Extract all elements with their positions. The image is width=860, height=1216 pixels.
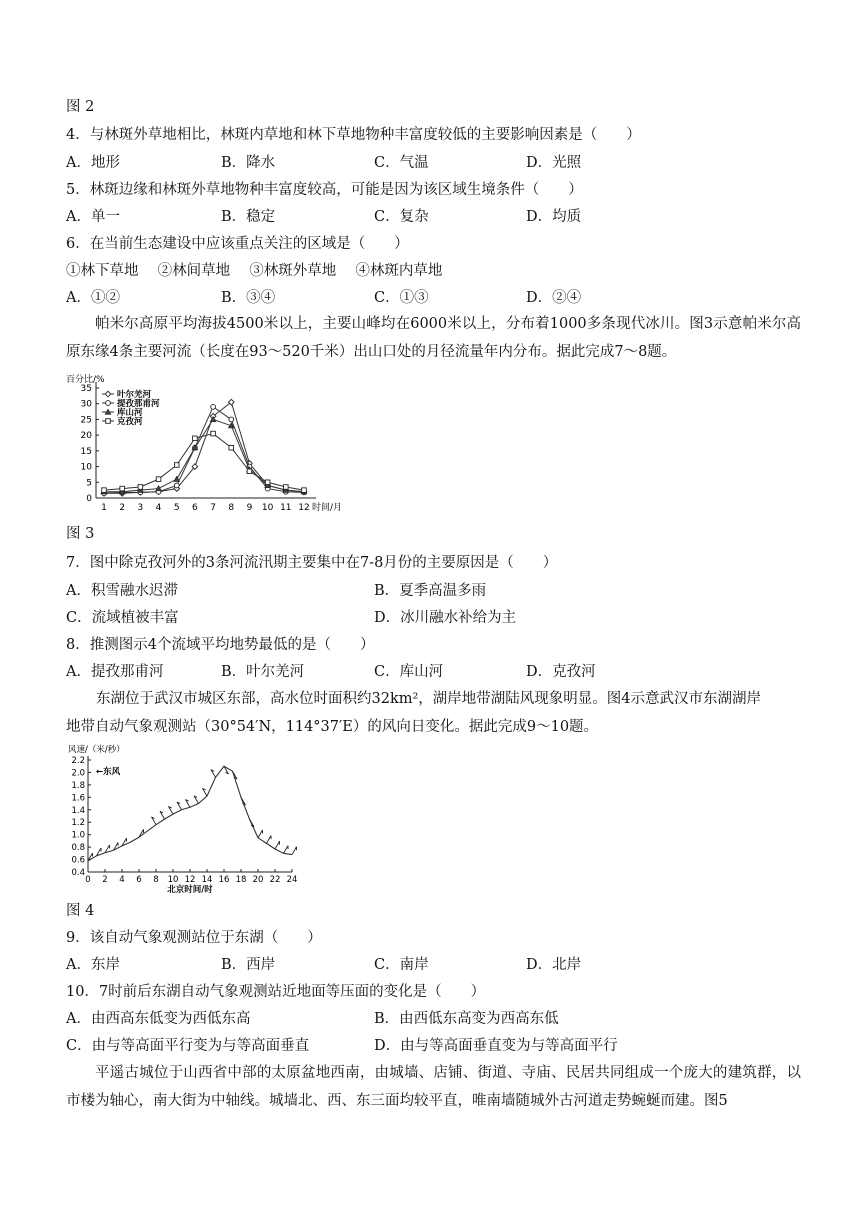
q5-option-c: C．复杂 [374,209,429,225]
y-tick-label: 1.6 [71,793,85,804]
x-tick-label: 24 [286,875,298,885]
x-tick-label: 10 [261,503,274,513]
x-tick-label: 8 [228,503,235,513]
runoff-chart-svg [66,372,366,514]
y-axis-label: 百分比/% [66,375,105,385]
q8-option-d: D．克孜河 [526,664,596,680]
y-tick-label: 20 [80,431,92,442]
y-axis-label: 风速/（米/秒） [68,745,125,755]
q4-option-b: B．降水 [221,155,276,171]
x-tick-label: 2 [102,875,108,885]
wind-arrow-shaft [292,847,297,855]
data-point-series-4 [302,488,307,493]
wind-chart-svg [66,742,306,894]
y-tick-label: 1.4 [71,805,85,816]
question-5-stem: 5．林斑边缘和林斑外草地物种丰富度较高，可能是因为该区域生境条件（ ） [66,182,583,198]
q6-option-d: D．②④ [526,290,582,306]
legend-east-wind: ←东风 [96,767,121,777]
figure-4-label: 图 4 [66,903,95,919]
x-tick-label: 3 [137,503,144,513]
legend-marker [106,401,111,406]
q4-option-a: A．地形 [66,155,120,171]
q8-option-a: A．提孜那甫河 [66,664,164,680]
data-point-series-3 [174,476,180,481]
figure-3-chart [66,372,366,514]
y-tick-label: 1.2 [71,818,85,829]
y-tick-label: 5 [86,478,92,489]
wind-arrow-shaft [267,836,272,844]
x-tick-label: 12 [184,875,196,885]
figure-2-label: 图 2 [66,99,95,115]
y-tick-label: 10 [80,462,92,473]
question-7-stem: 7．图中除克孜河外的3条河流汛期主要集中在7-8月份的主要原因是（ ） [66,555,558,571]
x-tick-label: 9 [246,503,253,513]
q6-option-b: B．③④ [221,290,276,306]
q5-option-d: D．均质 [526,209,582,225]
data-point-series-4 [193,436,198,441]
x-tick-label: 6 [192,503,198,513]
x-tick-label: 5 [173,503,180,513]
y-tick-label: 2.2 [71,756,85,766]
y-tick-label: 0.8 [71,843,85,854]
data-point-series-4 [229,445,234,450]
x-tick-label: 8 [153,875,159,885]
q9-option-a: A．东岸 [66,957,120,973]
q4-option-d: D．光照 [526,155,582,171]
q10-option-d: D．由与等高面垂直变为与等高面平行 [374,1038,618,1054]
data-point-series-2 [174,483,179,488]
q7-option-c: C．流域植被丰富 [66,610,179,626]
passage-pamir: 帕米尔高原平均海拔4500米以上，主要山峰均在6000米以上，分布着1000多条现代冰川。图3示意帕米尔高原东缘4条主要河流（长度在93～520千米）出山口处的月径流量年内分布。据此完成7～8题。 [66,316,801,360]
x-tick-label: 10 [167,875,179,885]
y-tick-label: 25 [80,415,92,426]
y-tick-label: 35 [80,384,92,394]
q7-option-b: B．夏季高温多雨 [374,583,487,599]
figure-3-label: 图 3 [66,526,95,542]
x-axis-label: 时间/月 [312,503,343,513]
data-point-series-4 [247,469,252,474]
question-6-stem: 6．在当前生态建设中应该重点关注的区域是（ ） [66,236,409,252]
y-tick-label: 0.4 [71,868,85,878]
data-point-series-2 [229,417,234,422]
wind-arrow-shaft [275,841,280,849]
data-point-series-4 [138,485,143,490]
y-tick-label: 0.6 [71,855,85,866]
x-tick-label: 6 [136,875,142,885]
q9-option-c: C．南岸 [374,957,429,973]
q6-option-c: C．①③ [374,290,429,306]
x-tick-label: 7 [210,503,216,513]
q5-option-b: B．稳定 [221,209,276,225]
x-tick-label: 18 [235,875,247,885]
question-10-stem: 10．7时前后东湖自动气象观测站近地面等压面的变化是（ ） [66,984,486,1000]
figure-4-chart [66,742,306,894]
data-point-series-4 [156,477,161,482]
q10-option-c: C．由与等高面平行变为与等高面垂直 [66,1038,310,1054]
q8-option-c: C．库山河 [374,664,444,680]
x-tick-label: 4 [119,875,125,885]
question-9-stem: 9．该自动气象观测站位于东湖（ ） [66,930,322,946]
x-tick-label: 16 [218,875,230,885]
q4-option-c: C．气温 [374,155,429,171]
legend-marker [105,391,111,397]
q5-option-a: A．单一 [66,209,120,225]
q9-option-d: D．北岸 [526,957,582,973]
x-tick-label: 14 [201,875,213,885]
question-6-items: ①林下草地 ②林间草地 ③林斑外草地 ④林斑内草地 [66,263,443,279]
q7-option-d: D．冰川融水补给为主 [374,610,517,626]
y-tick-label: 15 [80,446,92,457]
q7-option-a: A．积雪融水迟滞 [66,583,178,599]
q10-option-b: B．由西低东高变为西高东低 [374,1011,559,1027]
legend-label: 提孜那甫河 [117,399,160,409]
series-line-3 [104,419,304,491]
legend-label: 库山河 [117,408,143,418]
y-tick-label: 1.8 [71,780,85,791]
x-tick-label: 2 [119,503,126,513]
wind-speed-line [88,766,292,861]
legend-label: 克孜河 [117,417,143,427]
wind-arrow-shaft [284,846,289,854]
wind-arrow-shaft [258,830,263,838]
x-tick-label: 0 [85,875,91,885]
q6-option-a: A．①② [66,290,120,306]
data-point-series-2 [211,404,216,409]
data-point-series-4 [174,463,179,468]
data-point-series-4 [102,488,107,493]
y-tick-label: 1.0 [71,830,85,841]
q10-option-a: A．由西高东低变为西低东高 [66,1011,251,1027]
question-8-stem: 8．推测图示4个流域平均地势最低的是（ ） [66,637,375,653]
data-point-series-4 [211,431,216,436]
legend-marker [106,419,111,424]
y-tick-label: 0 [86,494,92,504]
x-tick-label: 11 [280,503,292,513]
x-tick-label: 1 [101,503,107,513]
x-tick-label: 22 [269,875,281,885]
x-axis-label: 北京时间/时 [167,885,213,894]
x-tick-label: 4 [155,503,162,513]
x-tick-label: 12 [298,503,310,513]
x-tick-label: 20 [252,875,264,885]
q9-option-b: B．西岸 [221,957,276,973]
data-point-series-4 [120,486,125,491]
legend-label: 叶尔羌河 [117,390,152,400]
passage-donghu-line1: 东湖位于武汉市城区东部，高水位时面积约32km²，湖岸地带湖陆风现象明显。图4示意武汉市东湖湖岸 [96,691,762,707]
q8-option-b: B．叶尔羌河 [221,664,305,680]
data-point-series-4 [265,480,270,485]
passage-donghu-line2: 地带自动气象观测站（30°54′N，114°37′E）的风向日变化。据此完成9～10题。 [66,719,599,735]
question-4-stem: 4．与林斑外草地相比，林斑内草地和林下草地物种丰富度较低的主要影响因素是（ ） [66,127,641,143]
y-tick-label: 30 [80,399,92,410]
y-tick-label: 2.0 [71,768,85,779]
data-point-series-4 [284,485,289,490]
passage-pingyao: 平遥古城位于山西省中部的太原盆地西南，由城墙、店铺、街道、寺庙、民居共同组成一个庞大的建筑群，以市楼为轴心，南大街为中轴线。城墙北、西、东三面均较平直，唯南墙随城外古河道走势蜿蜒而建。图5 [66,1065,801,1109]
